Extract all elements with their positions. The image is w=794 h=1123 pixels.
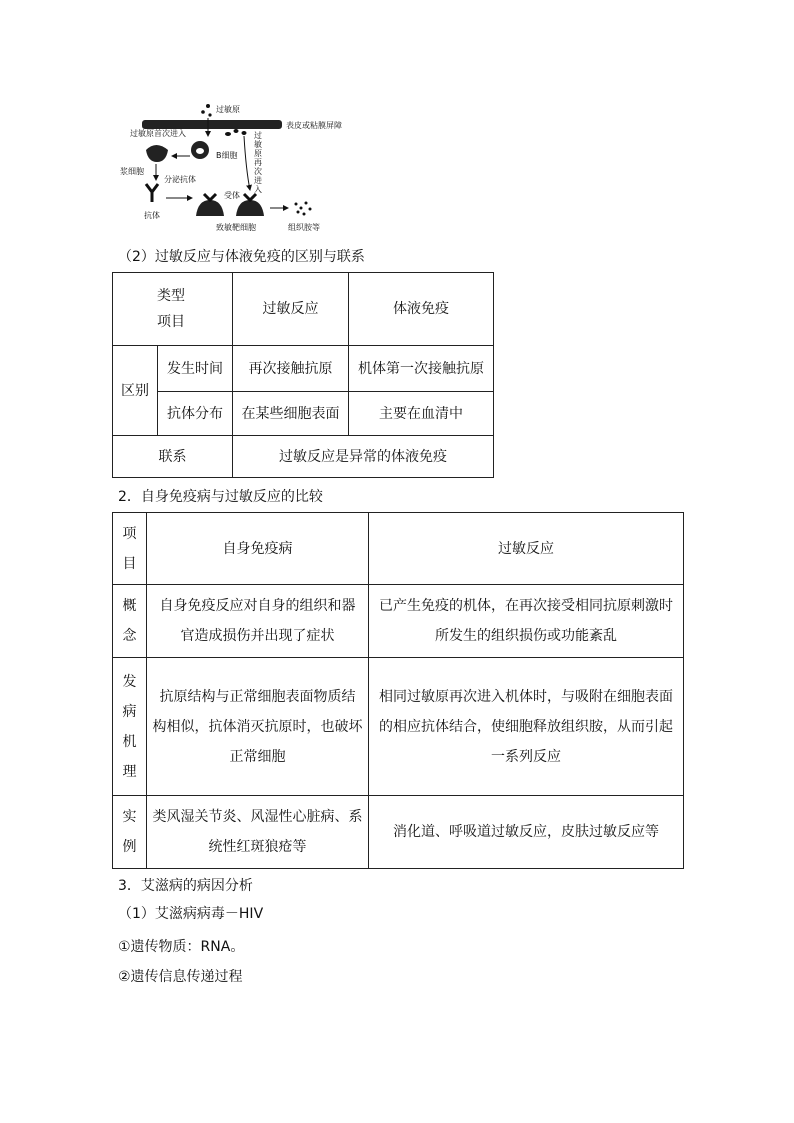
group-label-difference: 区别 bbox=[113, 346, 158, 436]
second-entry-label bbox=[254, 130, 262, 194]
table-cell: 机体第一次接触抗原 bbox=[349, 346, 494, 392]
histamine-particles bbox=[295, 202, 312, 216]
sensitized-cell-1 bbox=[196, 200, 224, 216]
row-label-concept: 概 念 bbox=[113, 585, 147, 658]
antibody-label: 抗体 bbox=[144, 211, 160, 220]
list-item-genetic-material: ①遗传物质：RNA。 bbox=[118, 939, 245, 955]
svg-text:过: 过 bbox=[254, 131, 262, 140]
section-heading-autoimmune-vs-allergy: 2．自身免疫病与过敏反应的比较 bbox=[118, 489, 323, 505]
col-header-allergy: 过敏反应 bbox=[233, 273, 349, 346]
corner-header: 类型 项目 bbox=[113, 273, 233, 346]
table-cell: 相同过敏原再次进入机体时，与吸附在细胞表面 的相应抗体结合，使细胞释放组织胺，从而引起 一系列反应 bbox=[369, 658, 684, 796]
svg-text:原: 原 bbox=[254, 149, 262, 158]
table-cell: 在某些细胞表面 bbox=[233, 392, 349, 436]
barrier-layer bbox=[142, 120, 282, 129]
row-label: 发生时间 bbox=[158, 346, 233, 392]
row-label-mechanism: 发 病 机 理 bbox=[113, 658, 147, 796]
section-heading-allergy-vs-humoral: （2）过敏反应与体液免疫的区别与联系 bbox=[118, 249, 365, 265]
allergen-label: 过敏原 bbox=[216, 105, 240, 114]
row-label-link: 联系 bbox=[113, 436, 233, 478]
table-cell: 抗原结构与正常细胞表面物质结 构相似，抗体消灭抗原时，也破坏 正常细胞 bbox=[147, 658, 369, 796]
allergy-mechanism-diagram bbox=[120, 100, 380, 240]
table-cell: 已产生免疫的机体，在再次接受相同抗原刺激时 所发生的组织损伤或功能紊乱 bbox=[369, 585, 684, 658]
receptor-label: 受体 bbox=[224, 191, 240, 200]
header-label: 项 目 bbox=[113, 513, 147, 585]
b-cell-label: B细胞 bbox=[216, 151, 238, 160]
table-cell-link: 过敏反应是异常的体液免疫 bbox=[233, 436, 494, 478]
table-cell: 主要在血清中 bbox=[349, 392, 494, 436]
row-label: 抗体分布 bbox=[158, 392, 233, 436]
allergen-particles bbox=[201, 104, 211, 117]
allergy-humoral-table bbox=[112, 272, 494, 478]
table-cell: 类风湿关节炎、风湿性心脏病、系 统性红斑狼疮等 bbox=[147, 796, 369, 869]
table-cell: 自身免疫反应对自身的组织和器 官造成损伤并出现了症状 bbox=[147, 585, 369, 658]
plasma-cell-label: 浆细胞 bbox=[120, 167, 144, 176]
table-cell: 再次接触抗原 bbox=[233, 346, 349, 392]
col-header-autoimmune: 自身免疫病 bbox=[147, 513, 369, 585]
col-header-allergy: 过敏反应 bbox=[369, 513, 684, 585]
barrier-label: 表皮或粘膜屏障 bbox=[286, 121, 342, 130]
svg-text:进: 进 bbox=[254, 176, 262, 185]
autoimmune-allergy-table bbox=[112, 512, 684, 869]
antibody-shape bbox=[146, 184, 158, 202]
col-header-humoral: 体液免疫 bbox=[349, 273, 494, 346]
section-heading-aids: 3．艾滋病的病因分析 bbox=[118, 878, 253, 894]
list-item-information-transfer: ②遗传信息传递过程 bbox=[118, 969, 243, 985]
subheading-hiv: （1）艾滋病病毒－HIV bbox=[118, 906, 264, 922]
svg-text:再: 再 bbox=[254, 158, 262, 167]
sensitized-cell-label: 致敏靶细胞 bbox=[216, 223, 256, 232]
secrete-antibody-label: 分泌抗体 bbox=[164, 175, 196, 184]
svg-text:次: 次 bbox=[254, 167, 262, 176]
svg-text:敏: 敏 bbox=[254, 140, 262, 149]
histamine-label: 组织胺等 bbox=[288, 223, 320, 232]
svg-text:入: 入 bbox=[254, 185, 262, 194]
first-entry-label: 过敏原首次进入 bbox=[130, 129, 186, 138]
sensitized-cell-2 bbox=[236, 200, 264, 216]
row-label-example: 实 例 bbox=[113, 796, 147, 869]
plasma-cell bbox=[146, 145, 168, 162]
table-cell: 消化道、呼吸道过敏反应，皮肤过敏反应等 bbox=[369, 796, 684, 869]
